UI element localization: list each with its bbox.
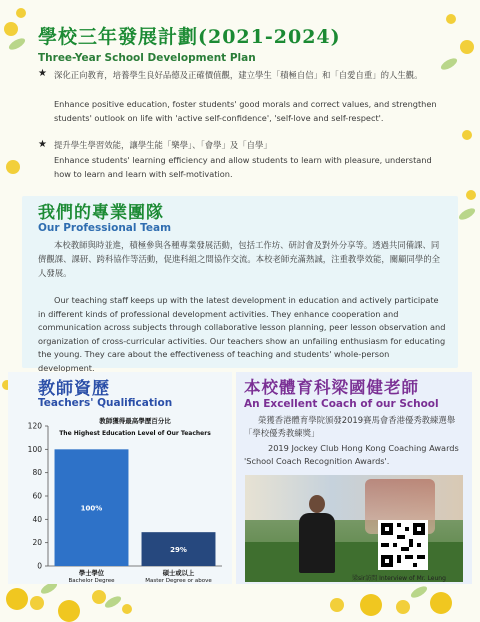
qr-code[interactable] — [378, 520, 428, 570]
y-tick-label: 60 — [32, 491, 42, 501]
coach-paragraph-en: 2019 Jockey Club Hong Kong Coaching Awards 'School Coach Recognition Awards'. — [244, 443, 459, 466]
y-tick-label: 120 — [27, 421, 42, 431]
star-bullet-icon: ★ — [38, 68, 47, 79]
x-category-label-en: Bachelor Degree — [68, 578, 115, 584]
coach-photo — [245, 475, 463, 582]
bar-value-label: 29% — [170, 546, 187, 555]
team-paragraph-zh: 本校教師與時並進，積極參與各種專業發展活動，包括工作坊、研討會及對外分享等。透過共同備課、同儕觀課、課研、跨科協作等活動，促進科組之間協作交流。本校老師充滿熱誠，注重教學效能，關顧同學的全人發展。 — [38, 240, 440, 278]
qr-caption: 梁sir訪問 Interview of Mr. Leung — [352, 575, 446, 582]
coach-paragraph-zh: 榮獲香港體育學院頒發2019賽馬會香港優秀教練選舉「學校優秀教練獎」 — [244, 415, 456, 438]
team-title: 我們的專業團隊 — [38, 203, 164, 223]
star-bullet-icon: ★ — [38, 139, 47, 150]
qualification-subtitle: Teachers' Qualification — [38, 397, 173, 409]
plan-subtitle: Three-Year School Development Plan — [38, 52, 256, 64]
plan-item-1-zh: 深化正向教育，培養學生良好品德及正確價值觀，建立學生「積極自信」和「自愛自重」的人生觀。 — [54, 70, 423, 80]
y-tick-label: 20 — [32, 538, 42, 548]
bar-value-label: 100% — [80, 504, 103, 513]
coach-subtitle: An Excellent Coach of our School — [244, 398, 439, 410]
x-category-label-en: Master Degree or above — [145, 578, 212, 584]
qualification-title: 教師資歷 — [38, 379, 110, 399]
team-paragraph-en: Our teaching staff keeps up with the latest development in education and actively participate in different kinds of professional development activities. They enhance cooperation and communication across subjects through collaborative lesson planning, peer lesson observation and organization of cross-curricular activities. Our teachers show an unfailing enthusiasm for educating the young. They care about the effectiveness of teaching and students' whole-person development. — [38, 295, 446, 373]
y-tick-label: 100 — [27, 444, 42, 454]
y-tick-label: 40 — [32, 514, 42, 524]
y-tick-label: 0 — [37, 561, 42, 571]
x-category-label: 學士學位 — [78, 570, 105, 577]
x-category-label: 碩士或以上 — [162, 570, 195, 577]
plan-title: 學校三年發展計劃(2021-2024) — [38, 26, 341, 48]
chart-title: 教師獲得最高學歷百分比 — [99, 417, 171, 425]
team-subtitle: Our Professional Team — [38, 222, 172, 234]
plan-item-2-zh: 提升學生學習效能，讓學生能「樂學」、「會學」及「自學」 — [54, 140, 272, 150]
chart-subtitle: The Highest Education Level of Our Teachers — [59, 430, 211, 437]
coach-title: 本校體育科梁國健老師 — [244, 378, 419, 397]
plan-item-2-en: Enhance students' learning efficiency and allow students to learn with pleasure, understand how to learn and learn with self-motivation. — [54, 155, 432, 179]
qualification-chart — [8, 412, 228, 584]
y-tick-label: 80 — [32, 468, 42, 478]
plan-item-1-en: Enhance positive education, foster students' good morals and correct values, and strengthen students' outlook on life with 'active self-confidence', 'self-love and self-respect'. — [54, 99, 437, 123]
